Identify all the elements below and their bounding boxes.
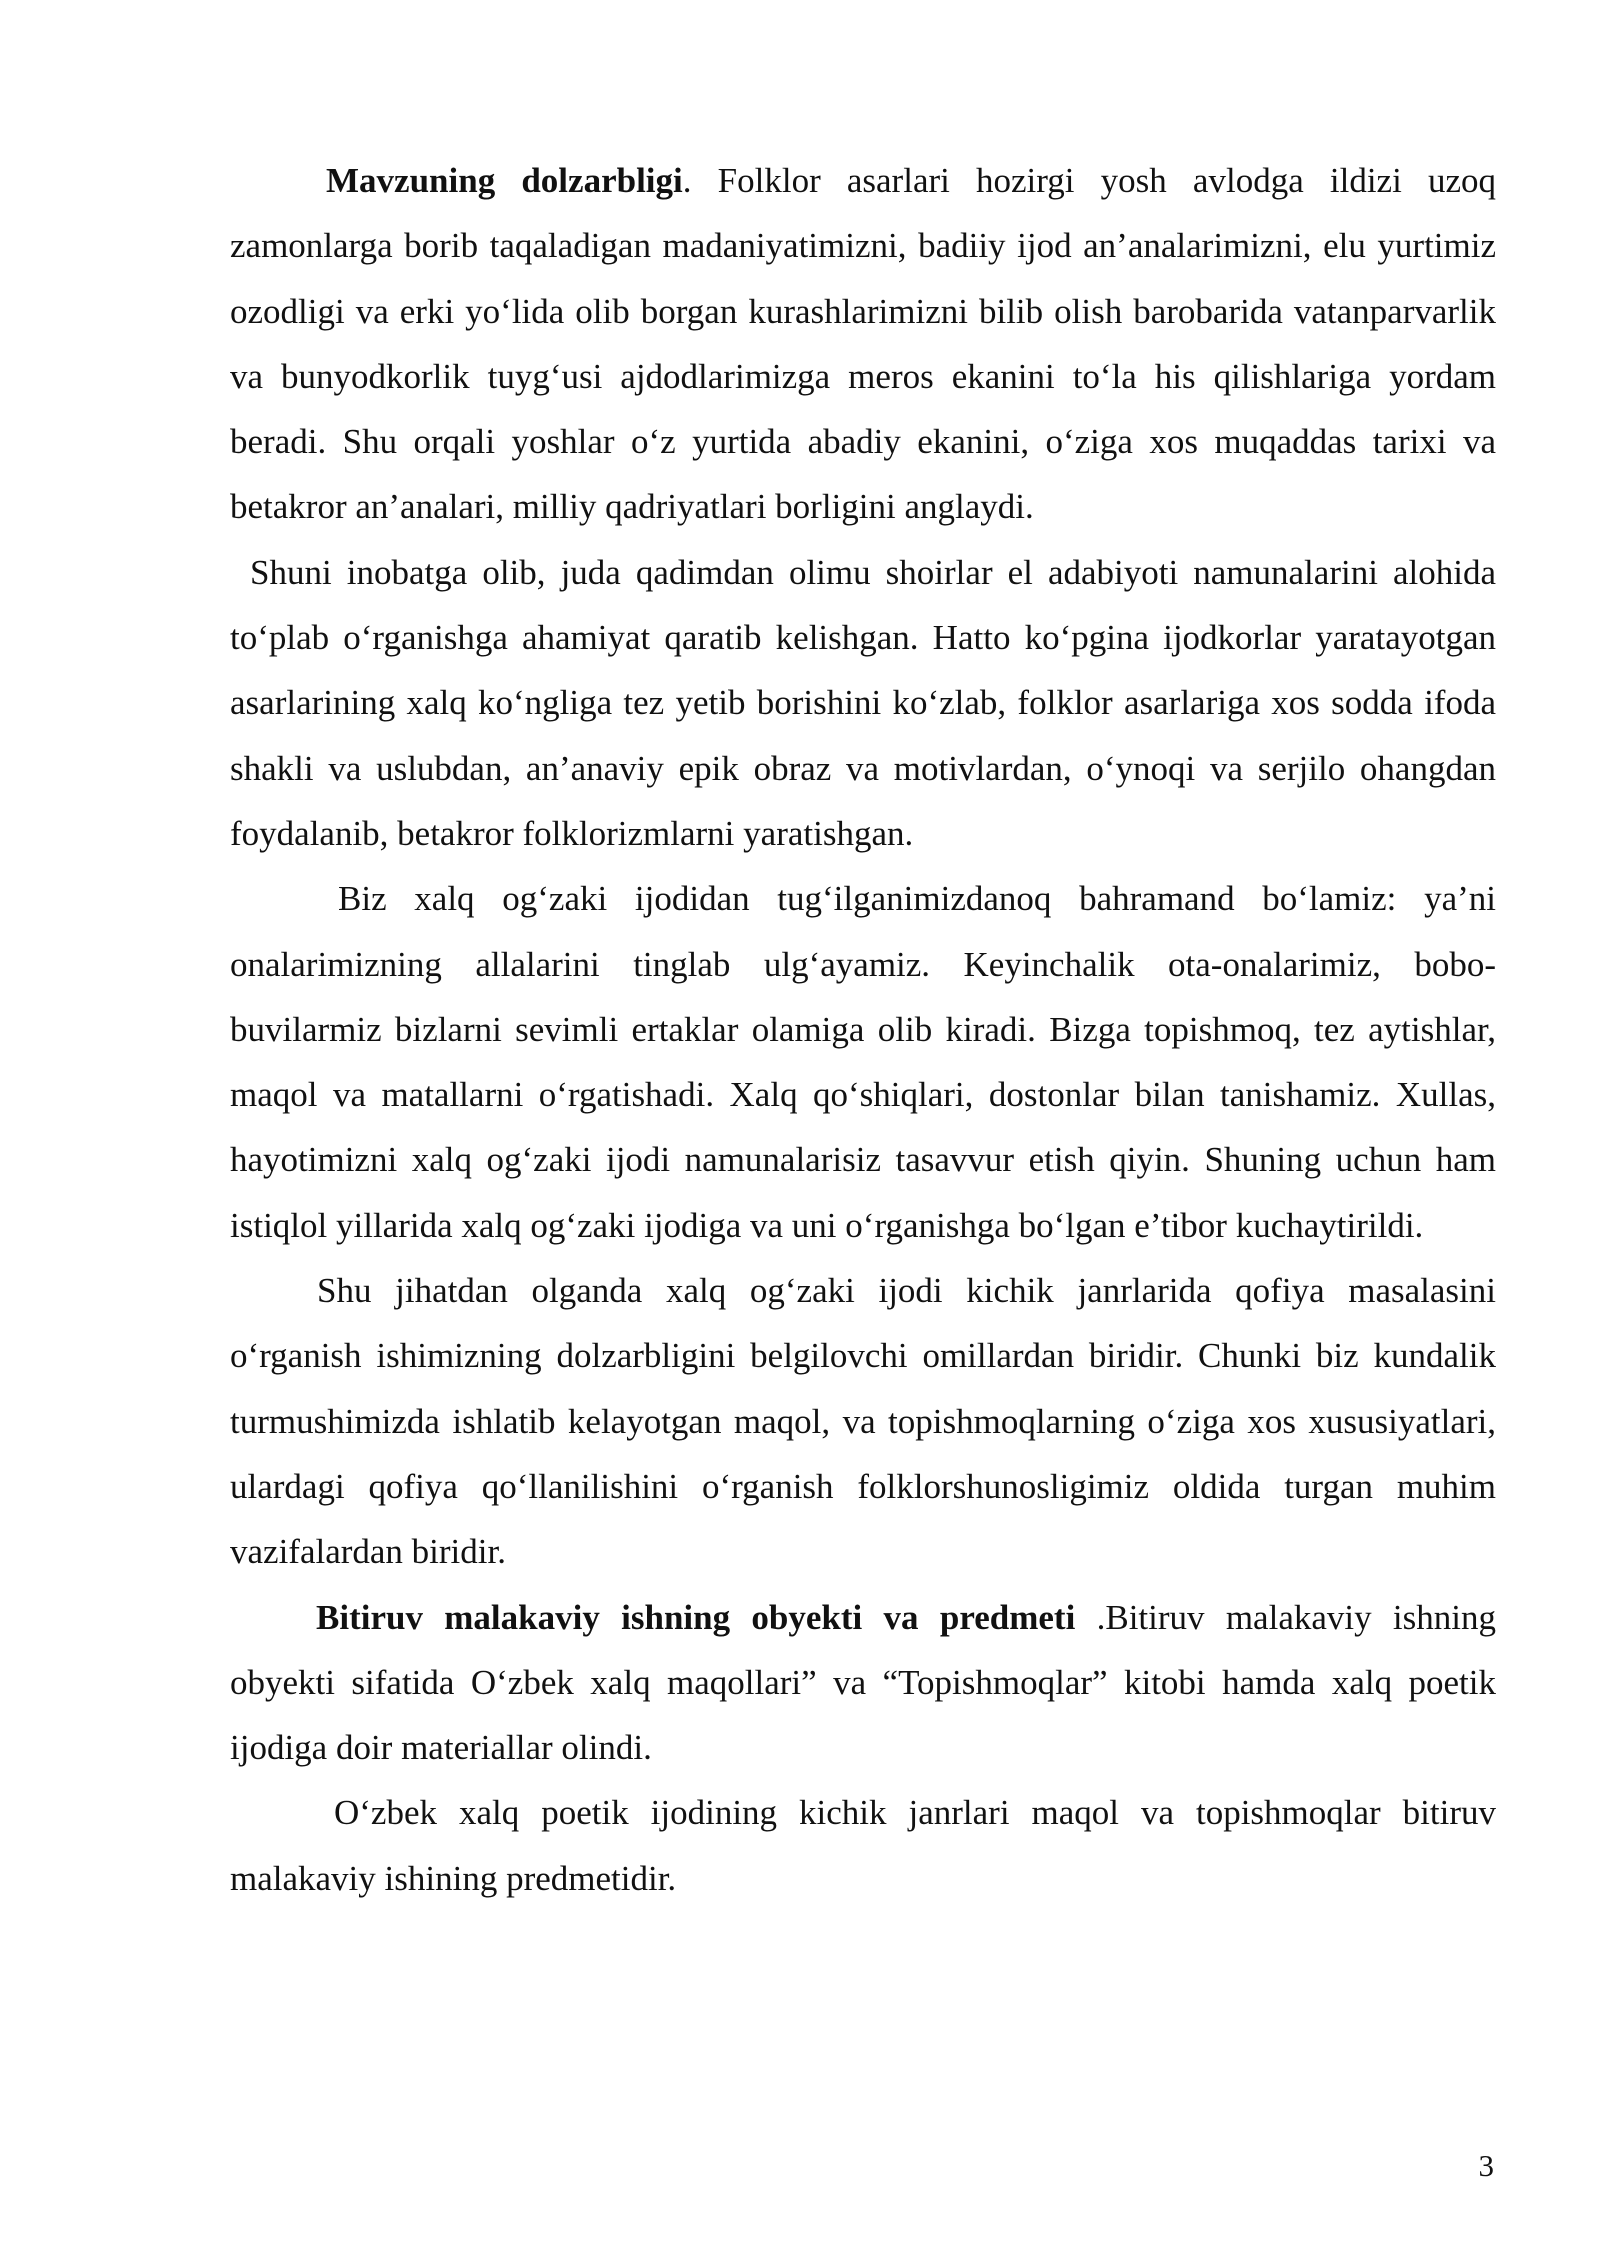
paragraph-scholars <box>230 540 1496 866</box>
paragraph-oral-tradition-text: Biz xalq og‘zaki ijodidan tug‘ilganimizdanoq bahramand bo‘lamiz: ya’ni onalarimizning allalarini tinglab ulg‘ayamiz. Keyinchalik ota-onalarimiz, bobo-buvilarmiz bizlarni sevimli ertaklar olamiga olib kiradi. Bizga topishmoq, tez aytishlar, maqol va matallarni o‘rgatishadi. Xalq qo‘shiqlari, dostonlar bilan tanishamiz. Xullas, hayotimizni xalq og‘zaki ijodi namunalarisiz tasavvur etish qiyin. Shuning uchun ham istiqlol yillarida xalq og‘zaki ijodiga va uni o‘rganishga bo‘lgan e’tibor kuchaytirildi. <box>230 879 1496 1245</box>
paragraph-subject <box>230 1780 1496 1911</box>
paragraph-object-subject <box>230 1585 1496 1781</box>
document-body <box>230 148 1496 1911</box>
page-number: 3 <box>1478 2148 1494 2183</box>
paragraph-oral-tradition <box>230 866 1496 1258</box>
paragraph-subject-text: O‘zbek xalq poetik ijodining kichik janrlari maqol va topishmoqlar bitiruv malakaviy ishining predmetidir. <box>230 1793 1496 1898</box>
paragraph-rhyme-study <box>230 1258 1496 1584</box>
paragraph-relevance-text: . Folklor asarlari hozirgi yosh avlodga ildizi uzoq zamonlarga borib taqaladigan madaniyatimizni, badiiy ijod an’analarimizni, elu yurtimiz ozodligi va erki yo‘lida olib borgan kurashlarimizni bilib olish barobarida vatanparvarlik va bunyodkorlik tuyg‘usi ajdodlarimizga meros ekanini to‘la his qilishlariga yordam beradi. Shu orqali yoshlar o‘z yurtida abadiy ekanini, o‘ziga xos muqaddas tarixi va betakror an’analari, milliy qadriyatlari borligini anglaydi. <box>230 161 1496 527</box>
paragraph-rhyme-study-text: Shu jihatdan olganda xalq og‘zaki ijodi kichik janrlarida qofiya masalasini o‘rganish ishimizning dolzarbligini belgilovchi omillardan biridir. Chunki biz kundalik turmushimizda ishlatib kelayotgan maqol, va topishmoqlarning o‘ziga xos xususiyatlari, ulardagi qofiya qo‘llanilishini o‘rganish folklorshunosligimiz oldida turgan muhim vazifalardan biridir. <box>230 1271 1496 1572</box>
paragraph-relevance <box>230 148 1496 540</box>
paragraph-scholars-text: Shuni inobatga olib, juda qadimdan olimu shoirlar el adabiyoti namunalarini alohida to‘plab o‘rganishga ahamiyat qaratib kelishgan. Hatto ko‘pgina ijodkorlar yaratayotgan asarlarining xalq ko‘ngliga tez yetib borishini ko‘zlab, folklor asarlariga xos sodda ifoda shakli va uslubdan, an’anaviy epik obraz va motivlardan, o‘ynoqi va serjilo ohangdan foydalanib, betakror folklorizmlarni yaratishgan. <box>230 552 1496 853</box>
heading-relevance: Mavzuning dolzarbligi <box>326 161 683 200</box>
heading-object-subject: Bitiruv malakaviy ishning obyekti va predmeti <box>316 1597 1076 1637</box>
paragraph-object-subject-text: .Bitiruv malakaviy ishning obyekti sifatida O‘zbek xalq maqollari” va “Topishmoqlar” kitobi hamda xalq poetik ijodiga doir materiallar olindi. <box>230 1597 1496 1768</box>
